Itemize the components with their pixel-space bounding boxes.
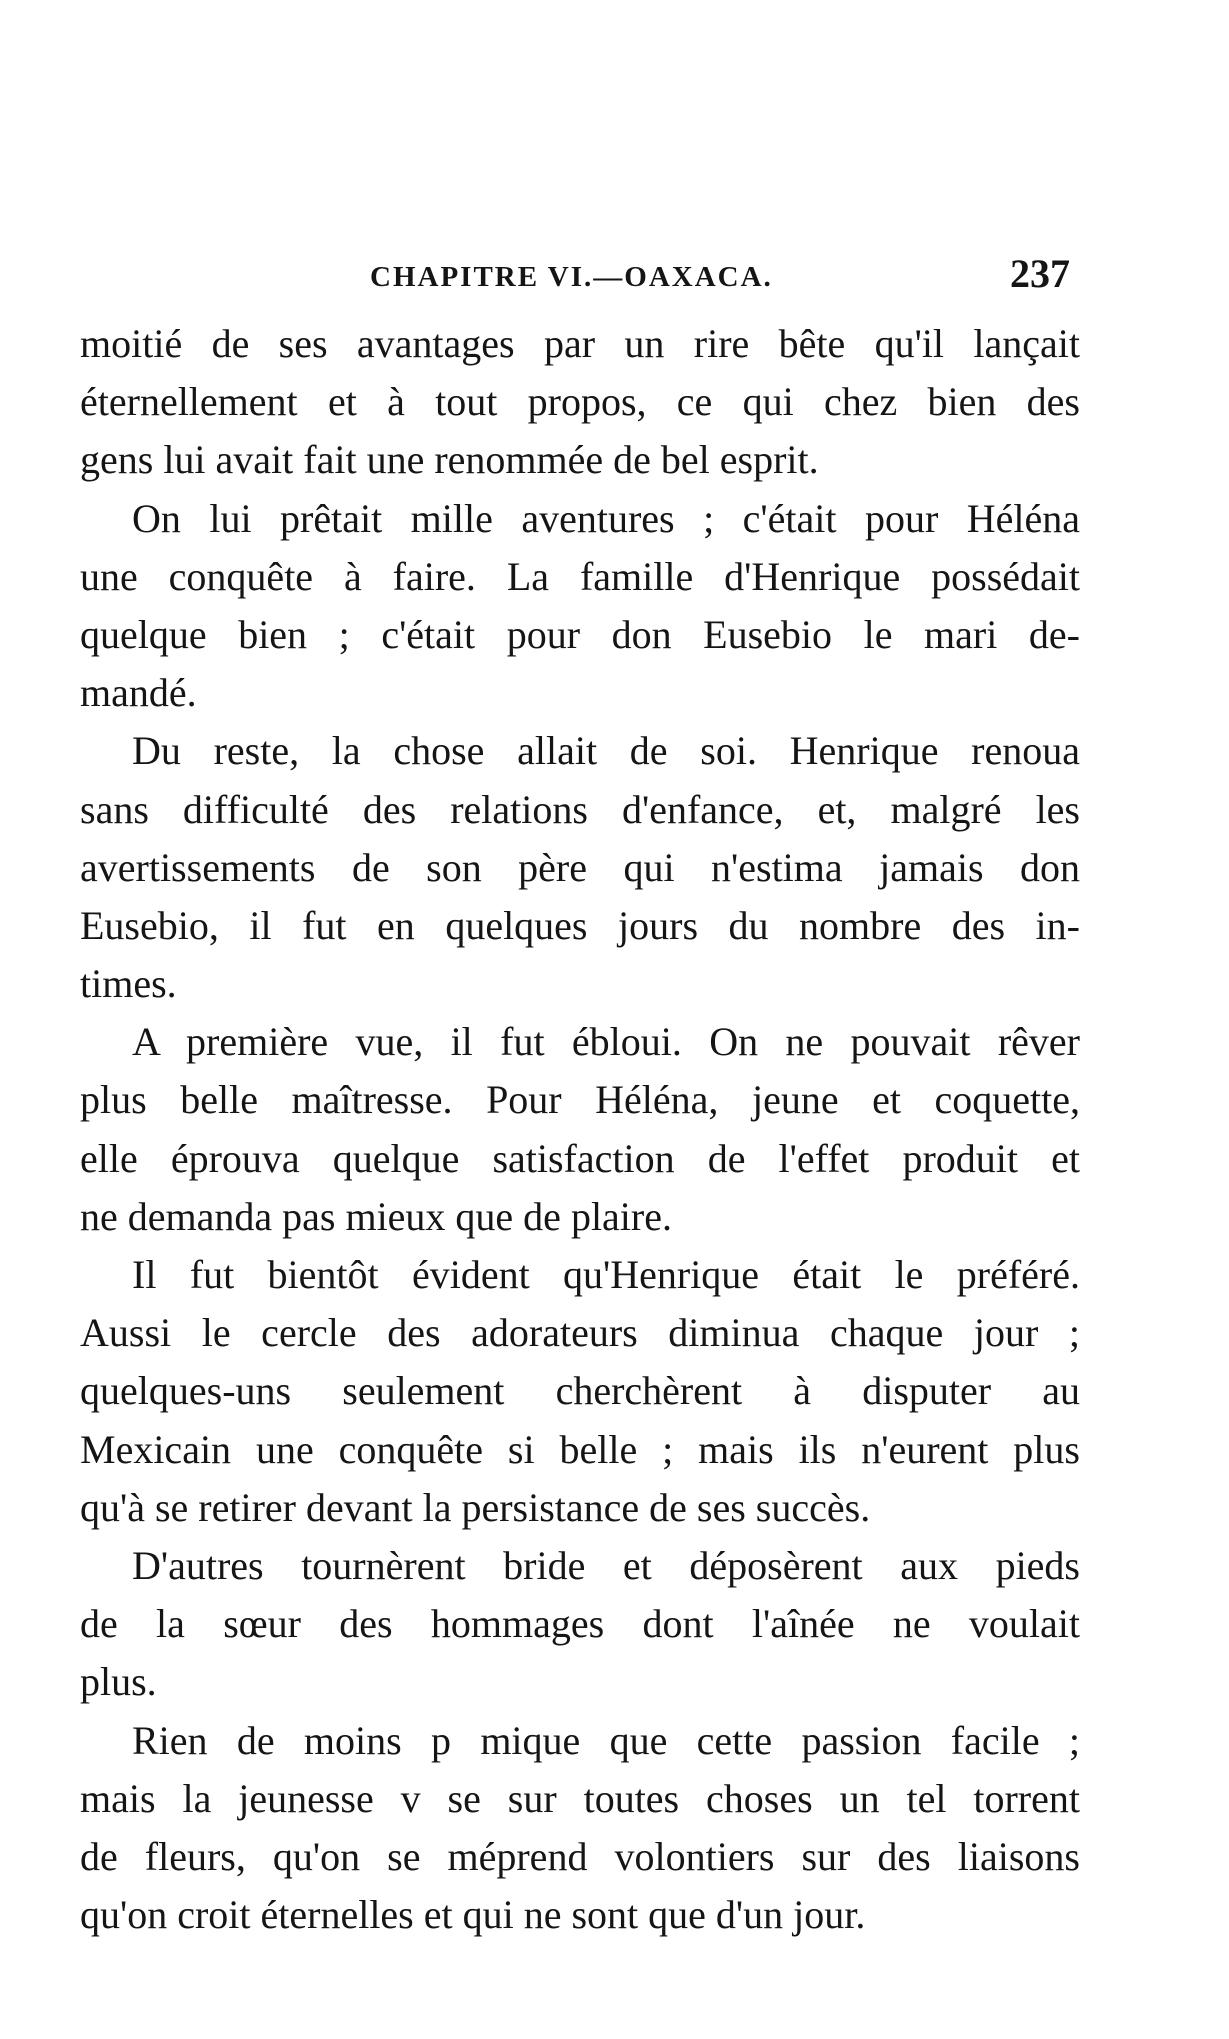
text-line: sans difficulté des relations d'enfance, et, malgré les <box>80 786 1080 832</box>
text-line: de fleurs, qu'on se méprend volontiers sur des liaisons <box>80 1833 1080 1879</box>
page-number: 237 <box>1010 251 1070 296</box>
paragraph-start-line: Du reste, la chose allait de soi. Henrique renoua <box>132 728 1080 774</box>
body-text <box>80 315 1080 1944</box>
text-line: avertissements de son père qui n'estima jamais don <box>80 844 1080 890</box>
text-line: qu'on croit éternelles et qui ne sont que d'un jour. <box>80 1892 866 1938</box>
text-line: de la sœur des hommages dont l'aînée ne voulait <box>80 1601 1080 1647</box>
text-line: elle éprouva quelque satisfaction de l'effet produit et <box>80 1135 1080 1181</box>
text-line: Eusebio, il fut en quelques jours du nombre des in- <box>80 902 1080 948</box>
text-line: plus belle maîtresse. Pour Héléna, jeune et coquette, <box>80 1077 1080 1123</box>
text-line: Mexicain une conquête si belle ; mais ils n'eurent plus <box>80 1426 1080 1472</box>
text-line: éternellement et à tout propos, ce qui chez bien des <box>80 379 1080 425</box>
text-line: plus. <box>80 1659 157 1705</box>
text-line: moitié de ses avantages par un rire bête qu'il lançait <box>80 321 1080 366</box>
text-line: quelque bien ; c'était pour don Eusebio le mari de- <box>80 611 1080 657</box>
text-line: qu'à se retirer devant la persistance de ses succès. <box>80 1484 871 1530</box>
paragraph-start-line: Rien de moins p mique que cette passion facile ; <box>132 1717 1080 1763</box>
text-line: quelques-uns seulement cherchèrent à disputer au <box>80 1368 1080 1414</box>
paragraph-start-line: Il fut bientôt évident qu'Henrique était le préféré. <box>132 1252 1080 1297</box>
paragraph-start-line: On lui prêtait mille aventures ; c'était pour Héléna <box>132 495 1080 541</box>
text-line: ne demanda pas mieux que de plaire. <box>80 1193 672 1239</box>
text-line: gens lui avait fait une renommée de bel esprit. <box>80 437 819 483</box>
paragraph-start-line: A première vue, il fut ébloui. On ne pouvait rêver <box>132 1019 1080 1065</box>
text-line: mais la jeunesse v se sur toutes choses un tel torrent <box>80 1775 1080 1821</box>
text-line: times. <box>80 961 177 1007</box>
text-line: Aussi le cercle des adorateurs diminua chaque jour ; <box>80 1310 1080 1356</box>
running-title: CHAPITRE VI.—OAXACA. <box>370 261 773 293</box>
running-head <box>80 240 1080 300</box>
paragraph-start-line: D'autres tournèrent bride et déposèrent aux pieds <box>132 1542 1080 1588</box>
text-line: une conquête à faire. La famille d'Henrique possédait <box>80 553 1080 599</box>
text-line: mandé. <box>80 670 197 716</box>
